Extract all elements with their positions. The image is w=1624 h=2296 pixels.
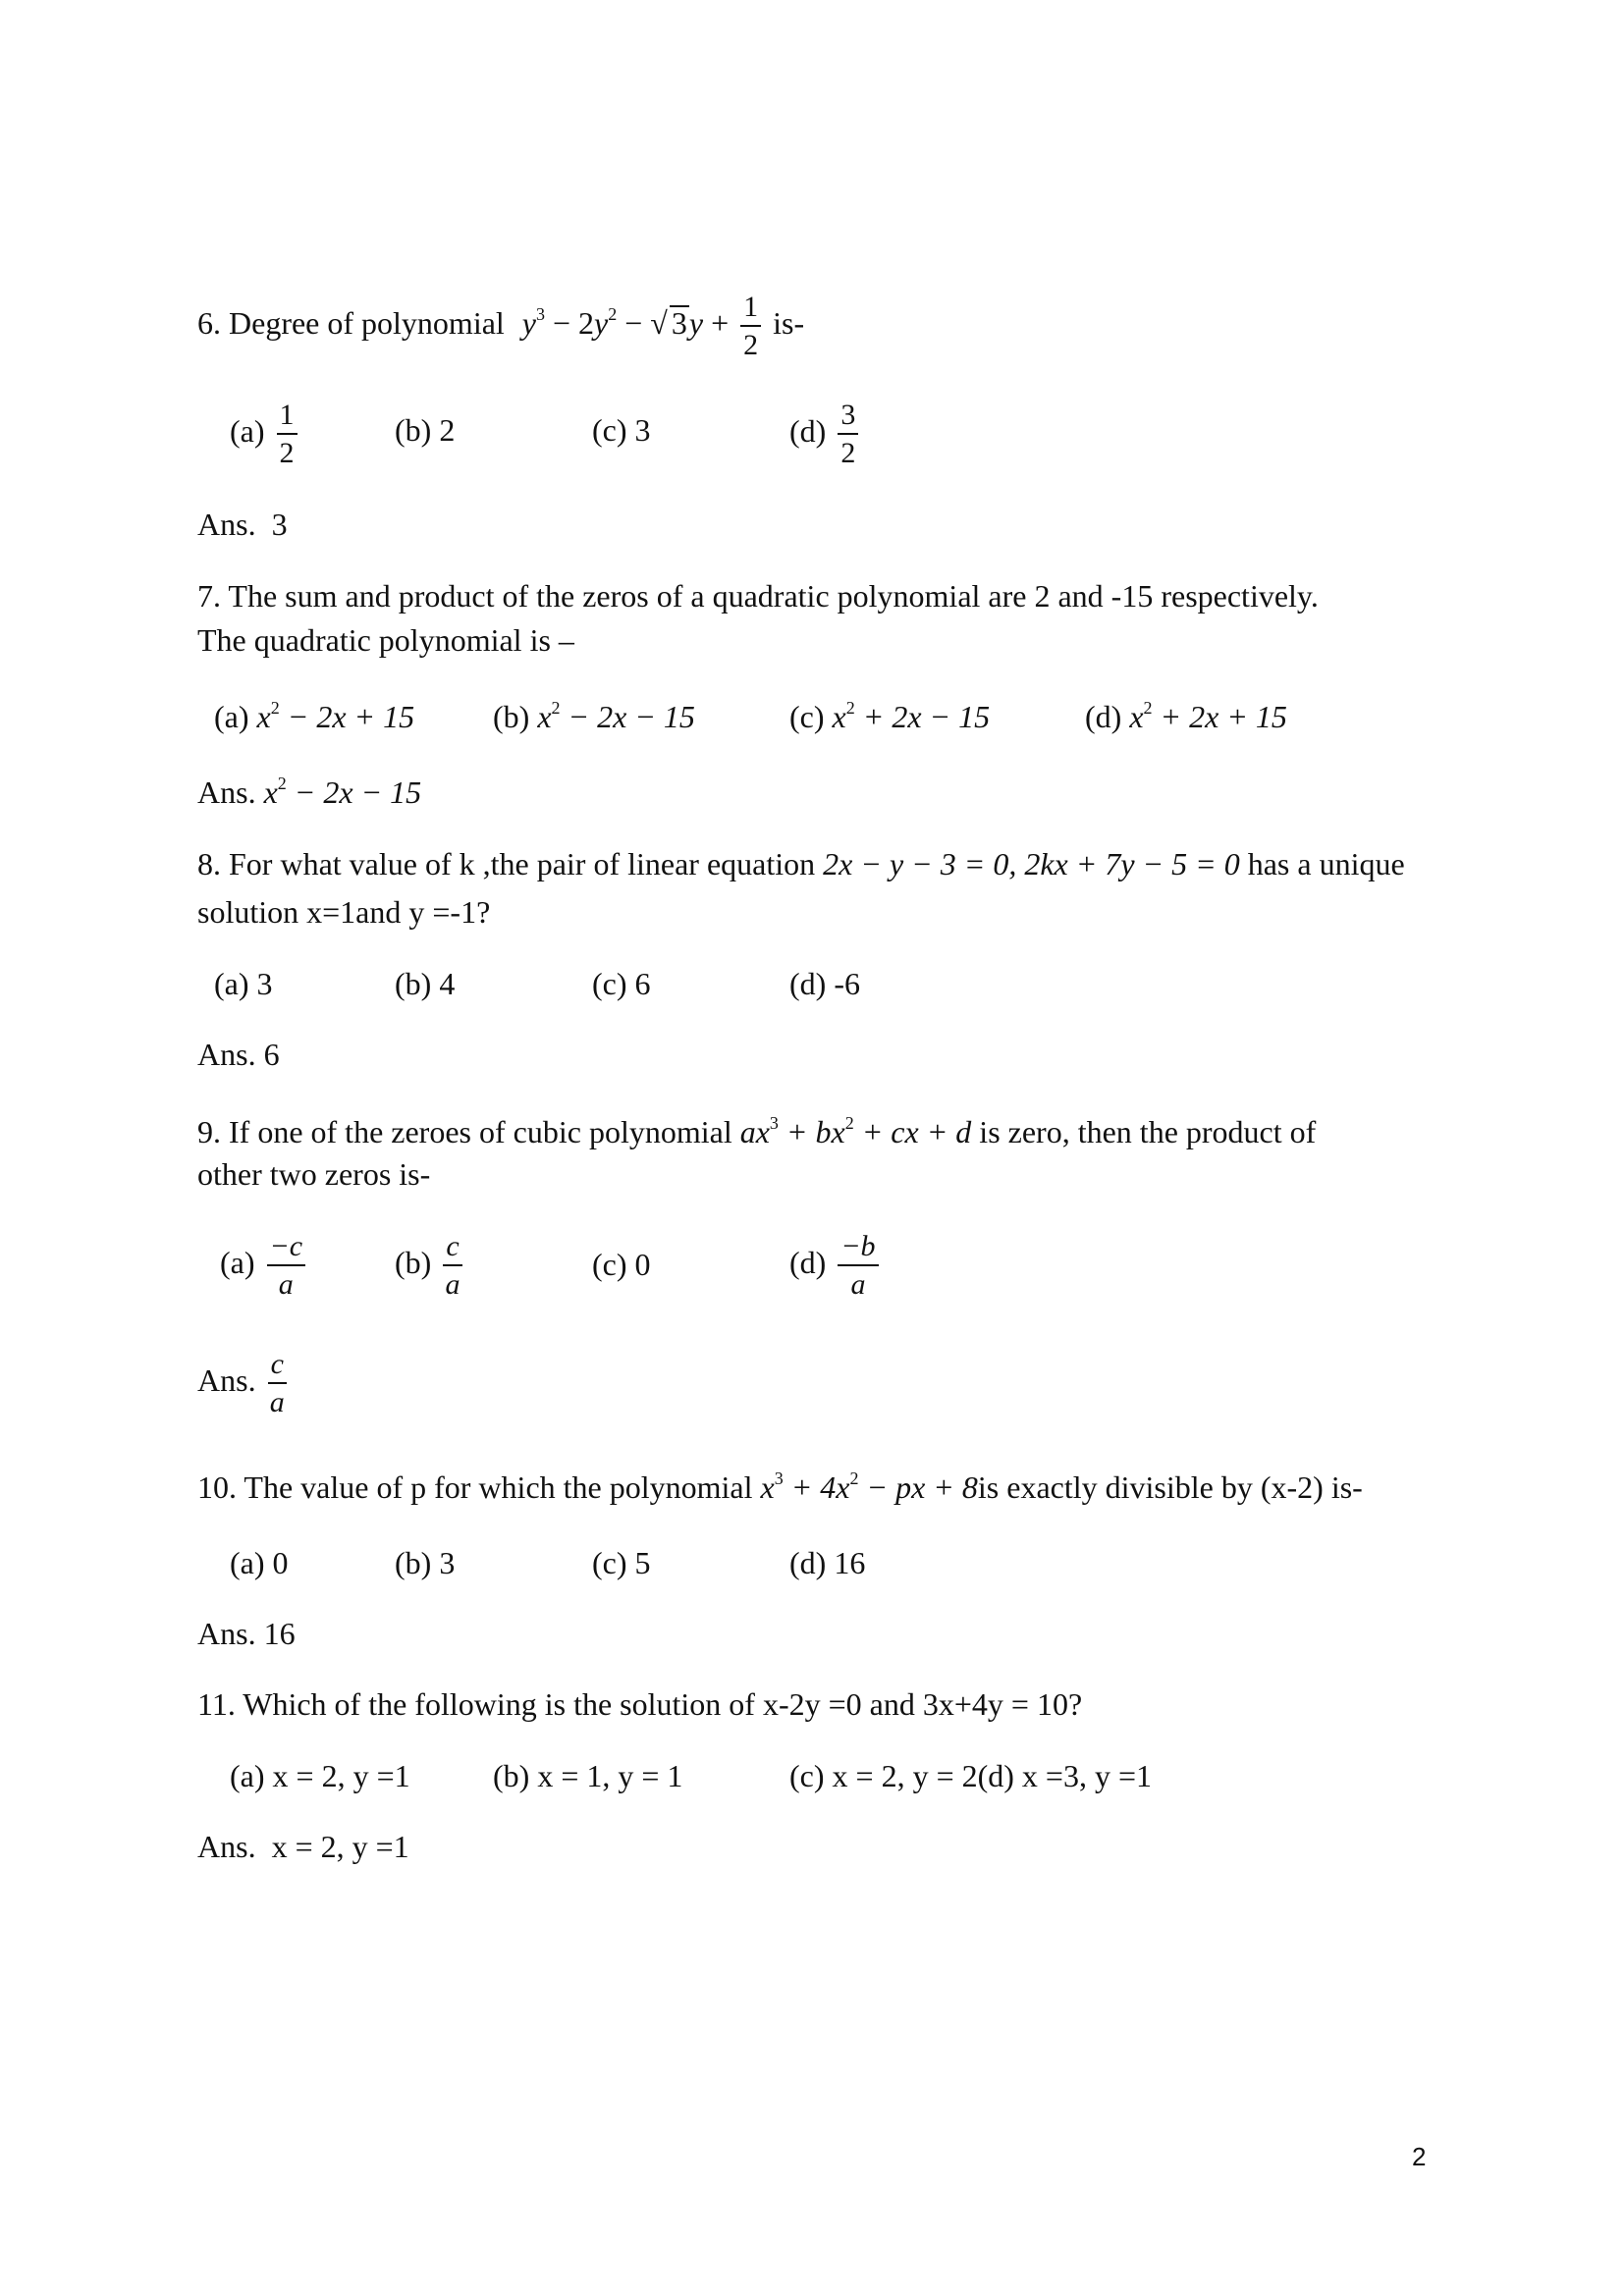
option-d: (d) 16	[789, 1545, 866, 1580]
option-b: (b) 3	[395, 1545, 456, 1580]
option-a: (a) $x^2 - 2x + 15$	[214, 698, 415, 734]
answer-6: Ans. 3	[197, 507, 288, 542]
answer-9: Ans. $\frac{c}{a}$	[197, 1350, 291, 1417]
question-text: Degree of polynomial	[229, 304, 505, 341]
option-d: (d) $\frac{3}{2}$	[789, 400, 862, 468]
question-9: 9. If one of the zeroes of cubic polynomial $ax^3 + bx^2$ + cx + d is zero, then the product of	[197, 1113, 1317, 1149]
question-10: 10. The value of p for which the polynomial $x^3 + 4x^2$ − px + 8is exactly divisible by (x-2) is-	[197, 1468, 1363, 1505]
question-9-line2: other two zeros is-	[197, 1156, 431, 1192]
option-b: (b) 2	[395, 412, 456, 448]
option-a: (a) $\frac{-c}{a}$	[220, 1232, 309, 1300]
option-a: (a) $\frac{1}{2}$	[230, 400, 301, 468]
question-7-line2: The quadratic polynomial is –	[197, 622, 574, 658]
answer-11: Ans. x = 2, y =1	[197, 1829, 409, 1864]
option-c-d: (c) x = 2, y = 2(d) x =3, y =1	[789, 1758, 1153, 1793]
option-c: (c) 0	[592, 1247, 651, 1282]
answer-8: Ans. 6	[197, 1037, 280, 1072]
question-6	[197, 293, 804, 360]
option-c: (c) 5	[592, 1545, 651, 1580]
option-c: (c) 6	[592, 966, 651, 1001]
option-b: (b) 4	[395, 966, 456, 1001]
option-d: (d) -6	[789, 966, 860, 1001]
answer-7: Ans. $x^2 - 2x - 15$	[197, 774, 422, 810]
question-text-end: is-	[773, 304, 805, 341]
option-b: (b) x = 1, y = 1	[493, 1758, 683, 1793]
question-8: 8. For what value of k ,the pair of linear equation 2x − y − 3 = 0, 2kx + 7y − 5 = 0 has a unique	[197, 846, 1405, 881]
option-c: (c) 3	[592, 412, 651, 448]
question-7: 7. The sum and product of the zeros of a quadratic polynomial are 2 and -15 respectively.	[197, 578, 1319, 614]
option-d: (d) $\frac{-b}{a}$	[789, 1232, 883, 1300]
option-a: (a) 3	[214, 966, 273, 1001]
polynomial-expression: $y^3 - 2y^2$ − √ 3y + $\frac{1}{2}$	[522, 305, 773, 341]
option-c: (c) $x^2 + 2x - 15$	[789, 698, 991, 734]
option-b: (b) $\frac{c}{a}$	[395, 1232, 466, 1300]
page-number: 2	[1412, 2142, 1427, 2171]
answer-10: Ans. 16	[197, 1616, 296, 1651]
option-a: (a) 0	[230, 1545, 289, 1580]
equation: 2x − y − 3 = 0, 2kx + 7y − 5 = 0	[823, 846, 1240, 881]
option-d: (d) $x^2 + 2x + 15$	[1085, 698, 1287, 734]
question-number: 6.	[197, 304, 221, 341]
option-a: (a) x = 2, y =1	[230, 1758, 410, 1793]
question-11: 11. Which of the following is the solution of x-2y =0 and 3x+4y = 10?	[197, 1686, 1083, 1722]
option-b: (b) $x^2 - 2x - 15$	[493, 698, 695, 734]
question-8-line2: solution x=1and y =-1?	[197, 894, 491, 930]
